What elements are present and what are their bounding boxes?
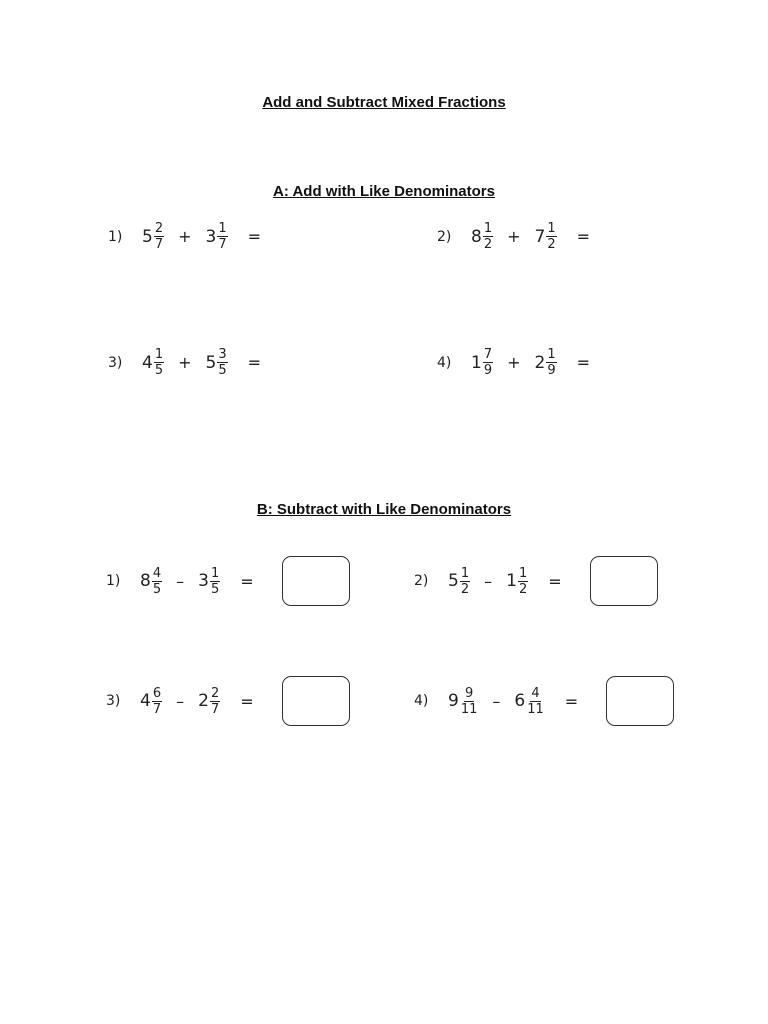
numerator: 6: [152, 685, 162, 701]
mixed-number: [535, 348, 557, 377]
numerator: 3: [218, 347, 227, 362]
denominator: 5: [154, 363, 164, 378]
denominator: 5: [152, 581, 162, 597]
problem-a3: [108, 348, 261, 377]
answer-box[interactable]: [282, 676, 350, 726]
numerator: 1: [518, 565, 528, 581]
whole-part: 1: [506, 571, 517, 591]
numerator: 1: [154, 347, 164, 362]
fraction: [154, 222, 164, 251]
whole-part: 8: [140, 571, 151, 591]
numerator: 1: [218, 221, 227, 236]
equals-sign: =: [564, 691, 579, 711]
fraction: [526, 687, 545, 716]
whole-part: 5: [205, 352, 217, 373]
denominator: 7: [152, 701, 162, 717]
denominator: 7: [154, 237, 164, 252]
whole-part: 4: [142, 352, 153, 373]
whole-part: 8: [471, 226, 482, 247]
answer-box[interactable]: [590, 556, 658, 606]
denominator: 11: [527, 701, 544, 717]
whole-part: 1: [471, 352, 482, 373]
equals-sign: =: [240, 691, 254, 711]
numerator: 4: [152, 565, 162, 581]
numerator: 1: [460, 565, 470, 581]
fraction: [483, 348, 493, 377]
problem-number: 3): [106, 693, 121, 709]
problem-number: 4): [414, 693, 429, 709]
fraction: [460, 687, 479, 716]
whole-part: 2: [534, 352, 546, 373]
section-a-heading: A: Add with Like Denominators: [273, 183, 495, 200]
mixed-number: [198, 687, 220, 716]
numerator: 1: [547, 347, 556, 362]
fraction: [152, 567, 162, 596]
numerator: 4: [531, 685, 540, 701]
problem-b3: [106, 676, 350, 726]
fraction: [483, 222, 493, 251]
equals-sign: =: [548, 571, 562, 591]
mixed-number: [514, 687, 544, 716]
fraction: [546, 348, 556, 377]
operator: +: [507, 227, 521, 246]
problem-number: 2): [437, 228, 452, 245]
problem-number: 3): [108, 354, 123, 371]
section-b-heading: B: Subtract with Like Denominators: [256, 501, 512, 518]
denominator: 7: [218, 237, 227, 252]
denominator: 7: [210, 701, 220, 717]
equals-sign: =: [247, 227, 262, 246]
operator: +: [178, 227, 192, 246]
fraction: [546, 222, 556, 251]
mixed-number: [206, 222, 228, 251]
whole-part: 3: [205, 226, 217, 247]
operator: –: [176, 691, 185, 711]
fraction: [152, 687, 162, 716]
fraction: [217, 348, 227, 377]
problem-number: 2): [414, 573, 429, 589]
mixed-number: [206, 348, 228, 377]
denominator: 2: [460, 581, 470, 597]
whole-part: 2: [198, 691, 209, 711]
numerator: 1: [483, 221, 493, 236]
numerator: 7: [483, 347, 493, 362]
problem-a4: [437, 348, 590, 377]
operator: –: [492, 691, 501, 711]
problem-b1: [106, 556, 350, 606]
whole-part: 6: [514, 691, 526, 711]
denominator: 2: [483, 237, 493, 252]
numerator: 2: [154, 221, 164, 236]
operator: +: [178, 353, 192, 372]
mixed-number: [142, 222, 164, 251]
numerator: 9: [464, 685, 474, 701]
mixed-number: [448, 567, 470, 596]
numerator: 1: [210, 565, 220, 581]
fraction: [210, 687, 220, 716]
problem-b4: [414, 676, 674, 726]
operator: +: [507, 353, 521, 372]
mixed-number: [471, 222, 493, 251]
mixed-number: [506, 567, 528, 596]
equals-sign: =: [576, 227, 591, 246]
whole-part: 9: [448, 691, 459, 711]
mixed-number: [140, 567, 162, 596]
whole-part: 5: [142, 226, 153, 247]
mixed-number: [198, 567, 220, 596]
equals-sign: =: [247, 353, 262, 372]
mixed-number: [535, 222, 557, 251]
mixed-number: [471, 348, 493, 377]
denominator: 9: [547, 363, 556, 378]
denominator: 9: [483, 363, 493, 378]
fraction: [154, 348, 164, 377]
equals-sign: =: [576, 353, 591, 372]
answer-box[interactable]: [282, 556, 350, 606]
problem-number: 1): [108, 228, 123, 245]
denominator: 2: [518, 581, 528, 597]
fraction: [460, 567, 470, 596]
problem-a2: [437, 222, 590, 251]
problem-number: 4): [437, 354, 452, 371]
fraction: [210, 567, 220, 596]
page-title: Add and Subtract Mixed Fractions: [262, 94, 506, 111]
mixed-number: [140, 687, 162, 716]
operator: –: [484, 571, 493, 591]
denominator: 5: [218, 363, 227, 378]
problem-number: 1): [106, 573, 121, 589]
numerator: 1: [547, 221, 556, 236]
whole-part: 4: [140, 691, 151, 711]
equals-sign: =: [240, 571, 254, 591]
mixed-number: [142, 348, 164, 377]
whole-part: 5: [448, 571, 459, 591]
denominator: 5: [210, 581, 220, 597]
fraction: [217, 222, 227, 251]
denominator: 11: [460, 701, 478, 717]
whole-part: 3: [198, 571, 209, 591]
problem-a1: [108, 222, 261, 251]
whole-part: 7: [534, 226, 546, 247]
mixed-number: [448, 687, 478, 716]
fraction: [518, 567, 528, 596]
answer-box[interactable]: [606, 676, 674, 726]
numerator: 2: [210, 685, 220, 701]
problem-b2: [414, 556, 658, 606]
denominator: 2: [547, 237, 556, 252]
operator: –: [176, 571, 185, 591]
